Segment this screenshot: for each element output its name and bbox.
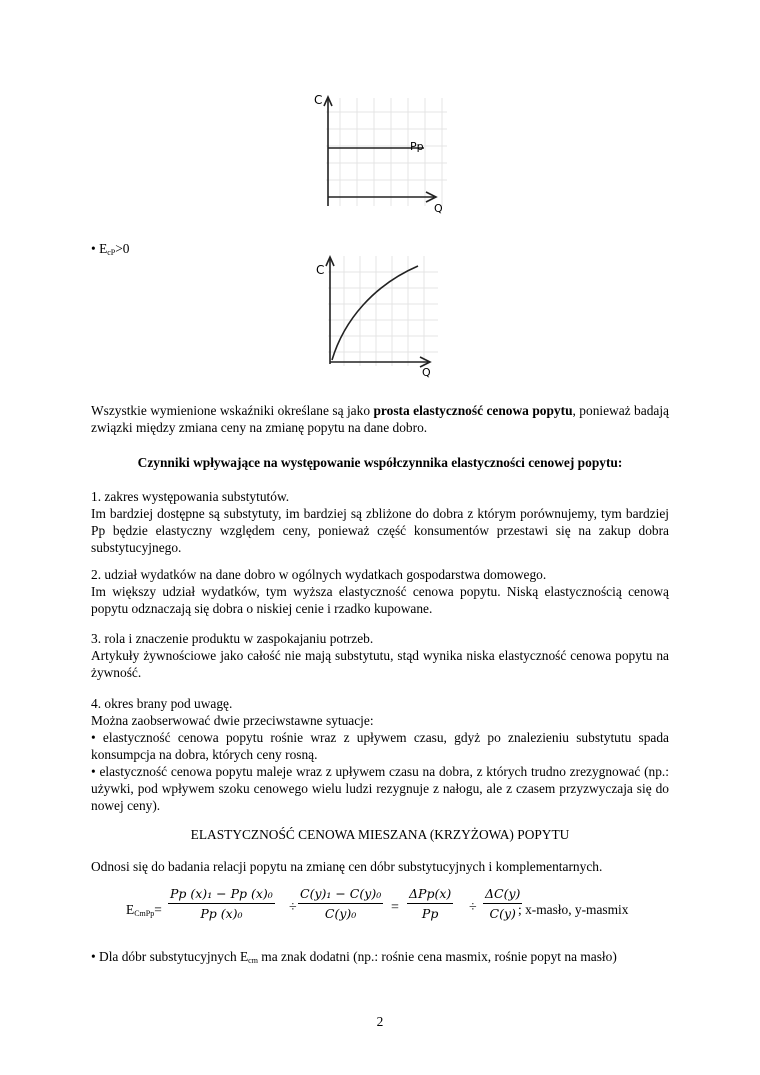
factor-4: 4. okres brany pod uwagę. Można zaobserwować dwie przeciwstawne sytuacje: • elastyczność cenowa popytu rośnie wraz z upływem czasu, gdyż po znalezieniu substytutu spada konsumpcja na dobra, których ceny rosną. • elastyczność cenowa popytu maleje wraz z upływem czasu na dobra, z których trudno zrezygnować (np.: używki, pod wpływem szoku cenowego wielu ludzi rezygnuje z nałogu, ale z czasem przyzwyczaja się do nowej ceny). [91,696,669,813]
formula-fraction-3: ΔPp(x) Pp [409,886,452,921]
formula-note: ; x-masło, y-masmix [518,902,629,917]
page-number: 2 [376,1014,384,1029]
factor-1: 1. zakres występowania substytutów. Im bardziej dostępne są substytuty, im bardziej są zbliżone do dobra z którym porównujemy, tym bardziej Pp będzie elastyczny względem ceny, ponieważ część konsumentów przestawi się na zakup dobra substytucyjnego. [91,489,669,555]
formula-fraction-1: $\frac{\text{Pp (x)₁ − Pp (x)₀}}{\text{Pp (x)₀}}$ [170,886,273,921]
formula-fraction-4: $\frac{\Delta C(y)}{C(y)}$ [485,886,521,921]
formula-divide: ÷ [289,900,297,915]
formula-fraction-2: $\frac{\text{C(y)₁ − C(y)₀}}{\text{C(y)₀}}$ [300,886,382,921]
figure2-svg [314,250,444,380]
substitutes-note: • Dla dóbr substytucyjnych $E_{cm}$ ma znak dodatni (np.: rośnie cena masmix, rośnie popyt na masło) [91,949,617,965]
bullet-ecp: • $E_{cP}>0$ [91,241,130,257]
figure-positive-elasticity [314,250,444,380]
fig2-x-label: Q [422,366,431,379]
formula-equals: = [391,900,399,915]
factor-2: 2. udział wydatków na dane dobro w ogólnych wydatkach gospodarstwa domowego. Im większy udział wydatków, tym wyższa elastyczność cenowa popytu. Niską elastycznością cenową popytu odznaczają się dobra o niskiej cenie i rzadko kupowane. [91,567,669,616]
cross-intro: Odnosi się do badania relacji popytu na zmianę cen dóbr substytucyjnych i komplementarnych. [91,859,603,874]
figure-perfectly-elastic [312,88,452,218]
factor-4-bullet: • elastyczność cenowa popytu maleje wraz z upływem czasu na dobra, z których trudno zrezygnować (np.: używki, pod wpływem szoku cenowego wielu ludzi rezygnuje z nałogu, ale z czasem przyzwyczaja się do nowej ceny). [91,764,669,813]
formula-divide: ÷ [469,900,477,915]
demand-curve [332,266,418,360]
intro-paragraph: Wszystkie wymienione wskaźniki określane są jako prosta elastyczność cenowa popytu, ponieważ badają związki między zmiana ceny na zmianę popytu na dane dobro. [91,403,670,435]
fig1-curve-label: Pp [410,140,424,153]
formula-lhs: $E_{CmPp}=$ [126,902,162,918]
fig1-y-label: C [314,93,323,107]
factor-4-bullet: • elastyczność cenowa popytu rośnie wraz z upływem czasu, gdyż po znalezieniu substytutu spada konsumpcja na dobra, których ceny rosną. [91,730,669,762]
factor-3: 3. rola i znaczenie produktu w zaspokajaniu potrzeb. Artykuły żywnościowe jako całość nie mają substytutu, stąd wynika niska elastyczność cenowa popytu na żywność. [91,631,669,680]
heading-factors: Czynniki wpływające na występowanie współczynnika elastyczności cenowej popytu: [137,455,623,470]
cross-elasticity-formula [91,886,671,932]
heading-cross-elasticity: ELASTYCZNOŚĆ CENOWA MIESZANA (KRZYŻOWA) POPYTU [190,827,570,842]
fig1-x-label: Q [434,202,443,215]
fig2-y-label: C [316,263,325,277]
figure1-svg [312,88,452,218]
